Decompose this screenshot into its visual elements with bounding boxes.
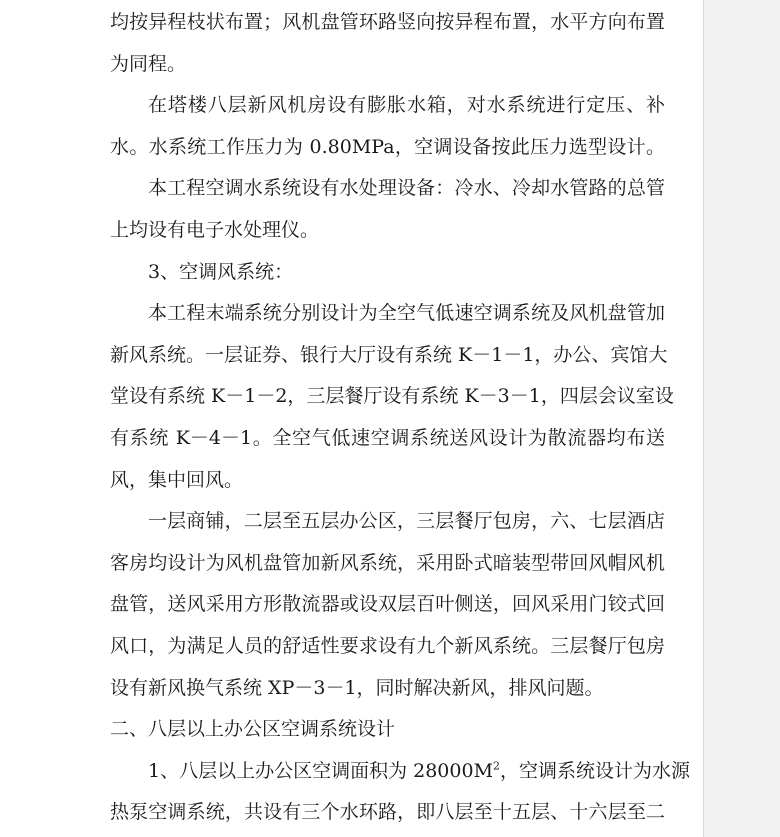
text-line: 一层商铺，二层至五层办公区，三层餐厅包房，六、七层酒店 — [148, 510, 665, 533]
text-line: 热泵空调系统，共设有三个水环路，即八层至十五层、十六层至二 — [110, 801, 665, 824]
text-line: 盘管，送风采用方形散流器或设双层百叶侧送，回风采用门铰式回 — [110, 593, 665, 616]
text-line — [110, 751, 691, 793]
text-line: 有系统 K－4－1。全空气低速空调系统送风设计为散流器均布送 — [110, 426, 665, 449]
text-line: 新风系统。一层证券、银行大厅设有系统 K－1－1，办公、宾馆大 — [110, 343, 668, 366]
section-heading: 二、八层以上办公区空调系统设计 — [110, 718, 396, 741]
document-body — [110, 2, 691, 834]
text-line: 客房均设计为风机盘管加新风系统，采用卧式暗装型带回风帽风机 — [110, 551, 665, 574]
text-line: 为同程。 — [110, 52, 187, 75]
text-line: 设有新风换气系统 XP－3－1，同时解决新风，排风问题。 — [110, 676, 604, 699]
section-heading: 3、空调风系统： — [148, 260, 294, 283]
text-line: 风，集中回风。 — [110, 468, 244, 491]
superscript: 2 — [493, 759, 501, 773]
text-line: 本工程末端系统分别设计为全空气低速空调系统及风机盘管加 — [148, 302, 665, 325]
text-line: 风口，为满足人员的舒适性要求设有九个新风系统。三层餐厅包房 — [110, 634, 665, 657]
workspace-gutter — [704, 0, 780, 837]
text-span: ，空调系统设计为水源 — [500, 759, 691, 782]
text-line: 在塔楼八层新风机房设有膨胀水箱，对水系统进行定压、补 — [148, 94, 665, 117]
text-span: 1、八层以上办公区空调面积为 28000M — [148, 759, 494, 782]
text-line: 上均设有电子水处理仪。 — [110, 218, 320, 241]
text-line: 堂设有系统 K－1－2，三层餐厅设有系统 K－3－1，四层会议室设 — [110, 385, 674, 408]
text-line: 均按异程枝状布置；风机盘管环路竖向按异程布置，水平方向布置 — [110, 11, 665, 33]
text-line: 本工程空调水系统设有水处理设备：冷水、冷却水管路的总管 — [148, 177, 665, 200]
text-line: 水。水系统工作压力为 0.80MPa，空调设备按此压力选型设计。 — [110, 135, 665, 158]
